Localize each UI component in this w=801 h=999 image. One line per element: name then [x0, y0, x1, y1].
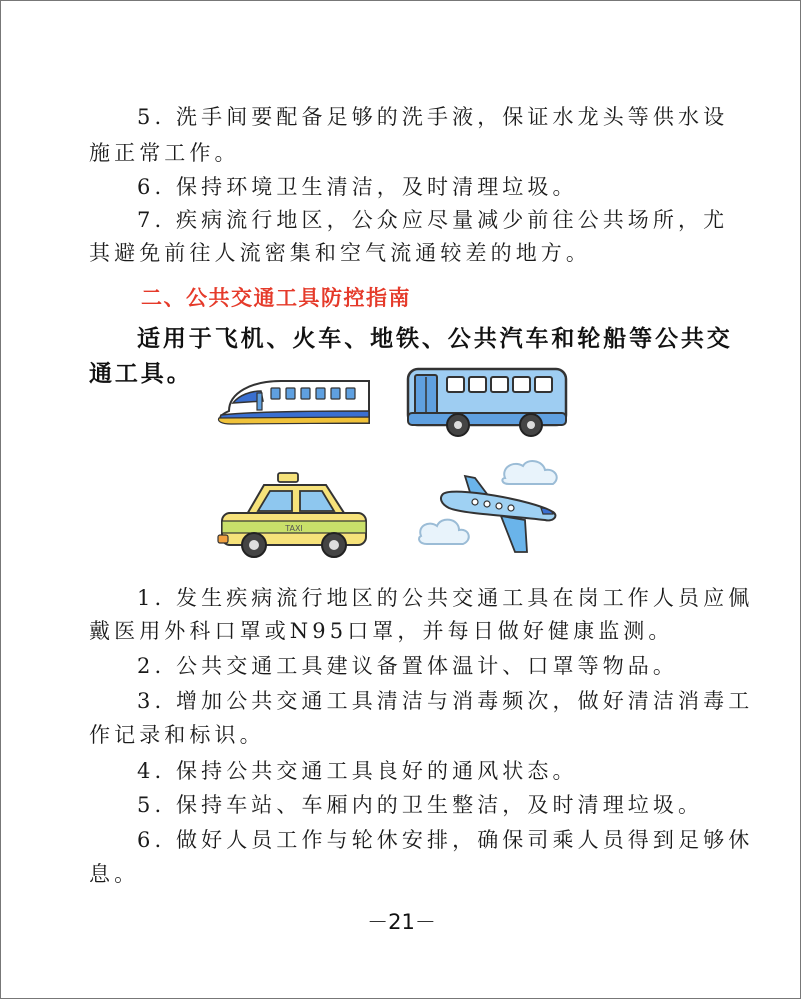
- text-line: 3. 增加公共交通工具清洁与消毒频次，做好清洁消毒工: [137, 689, 754, 713]
- text-line: 5. 洗手间要配备足够的洗手液，保证水龙头等供水设: [137, 105, 729, 129]
- section-intro-line: 通工具。: [89, 361, 193, 387]
- text-line: 6. 保持环境卫生清洁，及时清理垃圾。: [137, 175, 578, 199]
- high-speed-train-icon: [211, 373, 376, 433]
- airplane-icon: [413, 456, 578, 566]
- taxi-sign: TAXI: [285, 524, 303, 533]
- section-heading: 二、公共交通工具防控指南: [141, 286, 411, 310]
- text-line: 其避免前往人流密集和空气流通较差的地方。: [89, 241, 591, 265]
- text-line: 戴医用外科口罩或N95口罩，并每日做好健康监测。: [89, 619, 674, 643]
- text-line: 息。: [89, 862, 140, 886]
- taxi-icon: [216, 471, 371, 563]
- text-line: 1. 发生疾病流行地区的公共交通工具在岗工作人员应佩: [137, 586, 754, 610]
- text-line: 作记录和标识。: [89, 723, 265, 747]
- text-line: 5. 保持车站、车厢内的卫生整洁，及时清理垃圾。: [137, 793, 704, 817]
- text-line: 2. 公共交通工具建议备置体温计、口罩等物品。: [137, 654, 679, 678]
- section-intro-line: 适用于飞机、火车、地铁、公共汽车和轮船等公共交: [137, 326, 733, 352]
- bus-icon: [403, 363, 573, 443]
- text-line: 6. 做好人员工作与轮休安排，确保司乘人员得到足够休: [137, 828, 754, 852]
- text-line: 4. 保持公共交通工具良好的通风状态。: [137, 759, 578, 783]
- text-line: 施正常工作。: [89, 141, 240, 165]
- text-line: 7. 疾病流行地区，公众应尽量减少前往公共场所，尤: [137, 208, 729, 232]
- page-number: －21－: [367, 910, 436, 934]
